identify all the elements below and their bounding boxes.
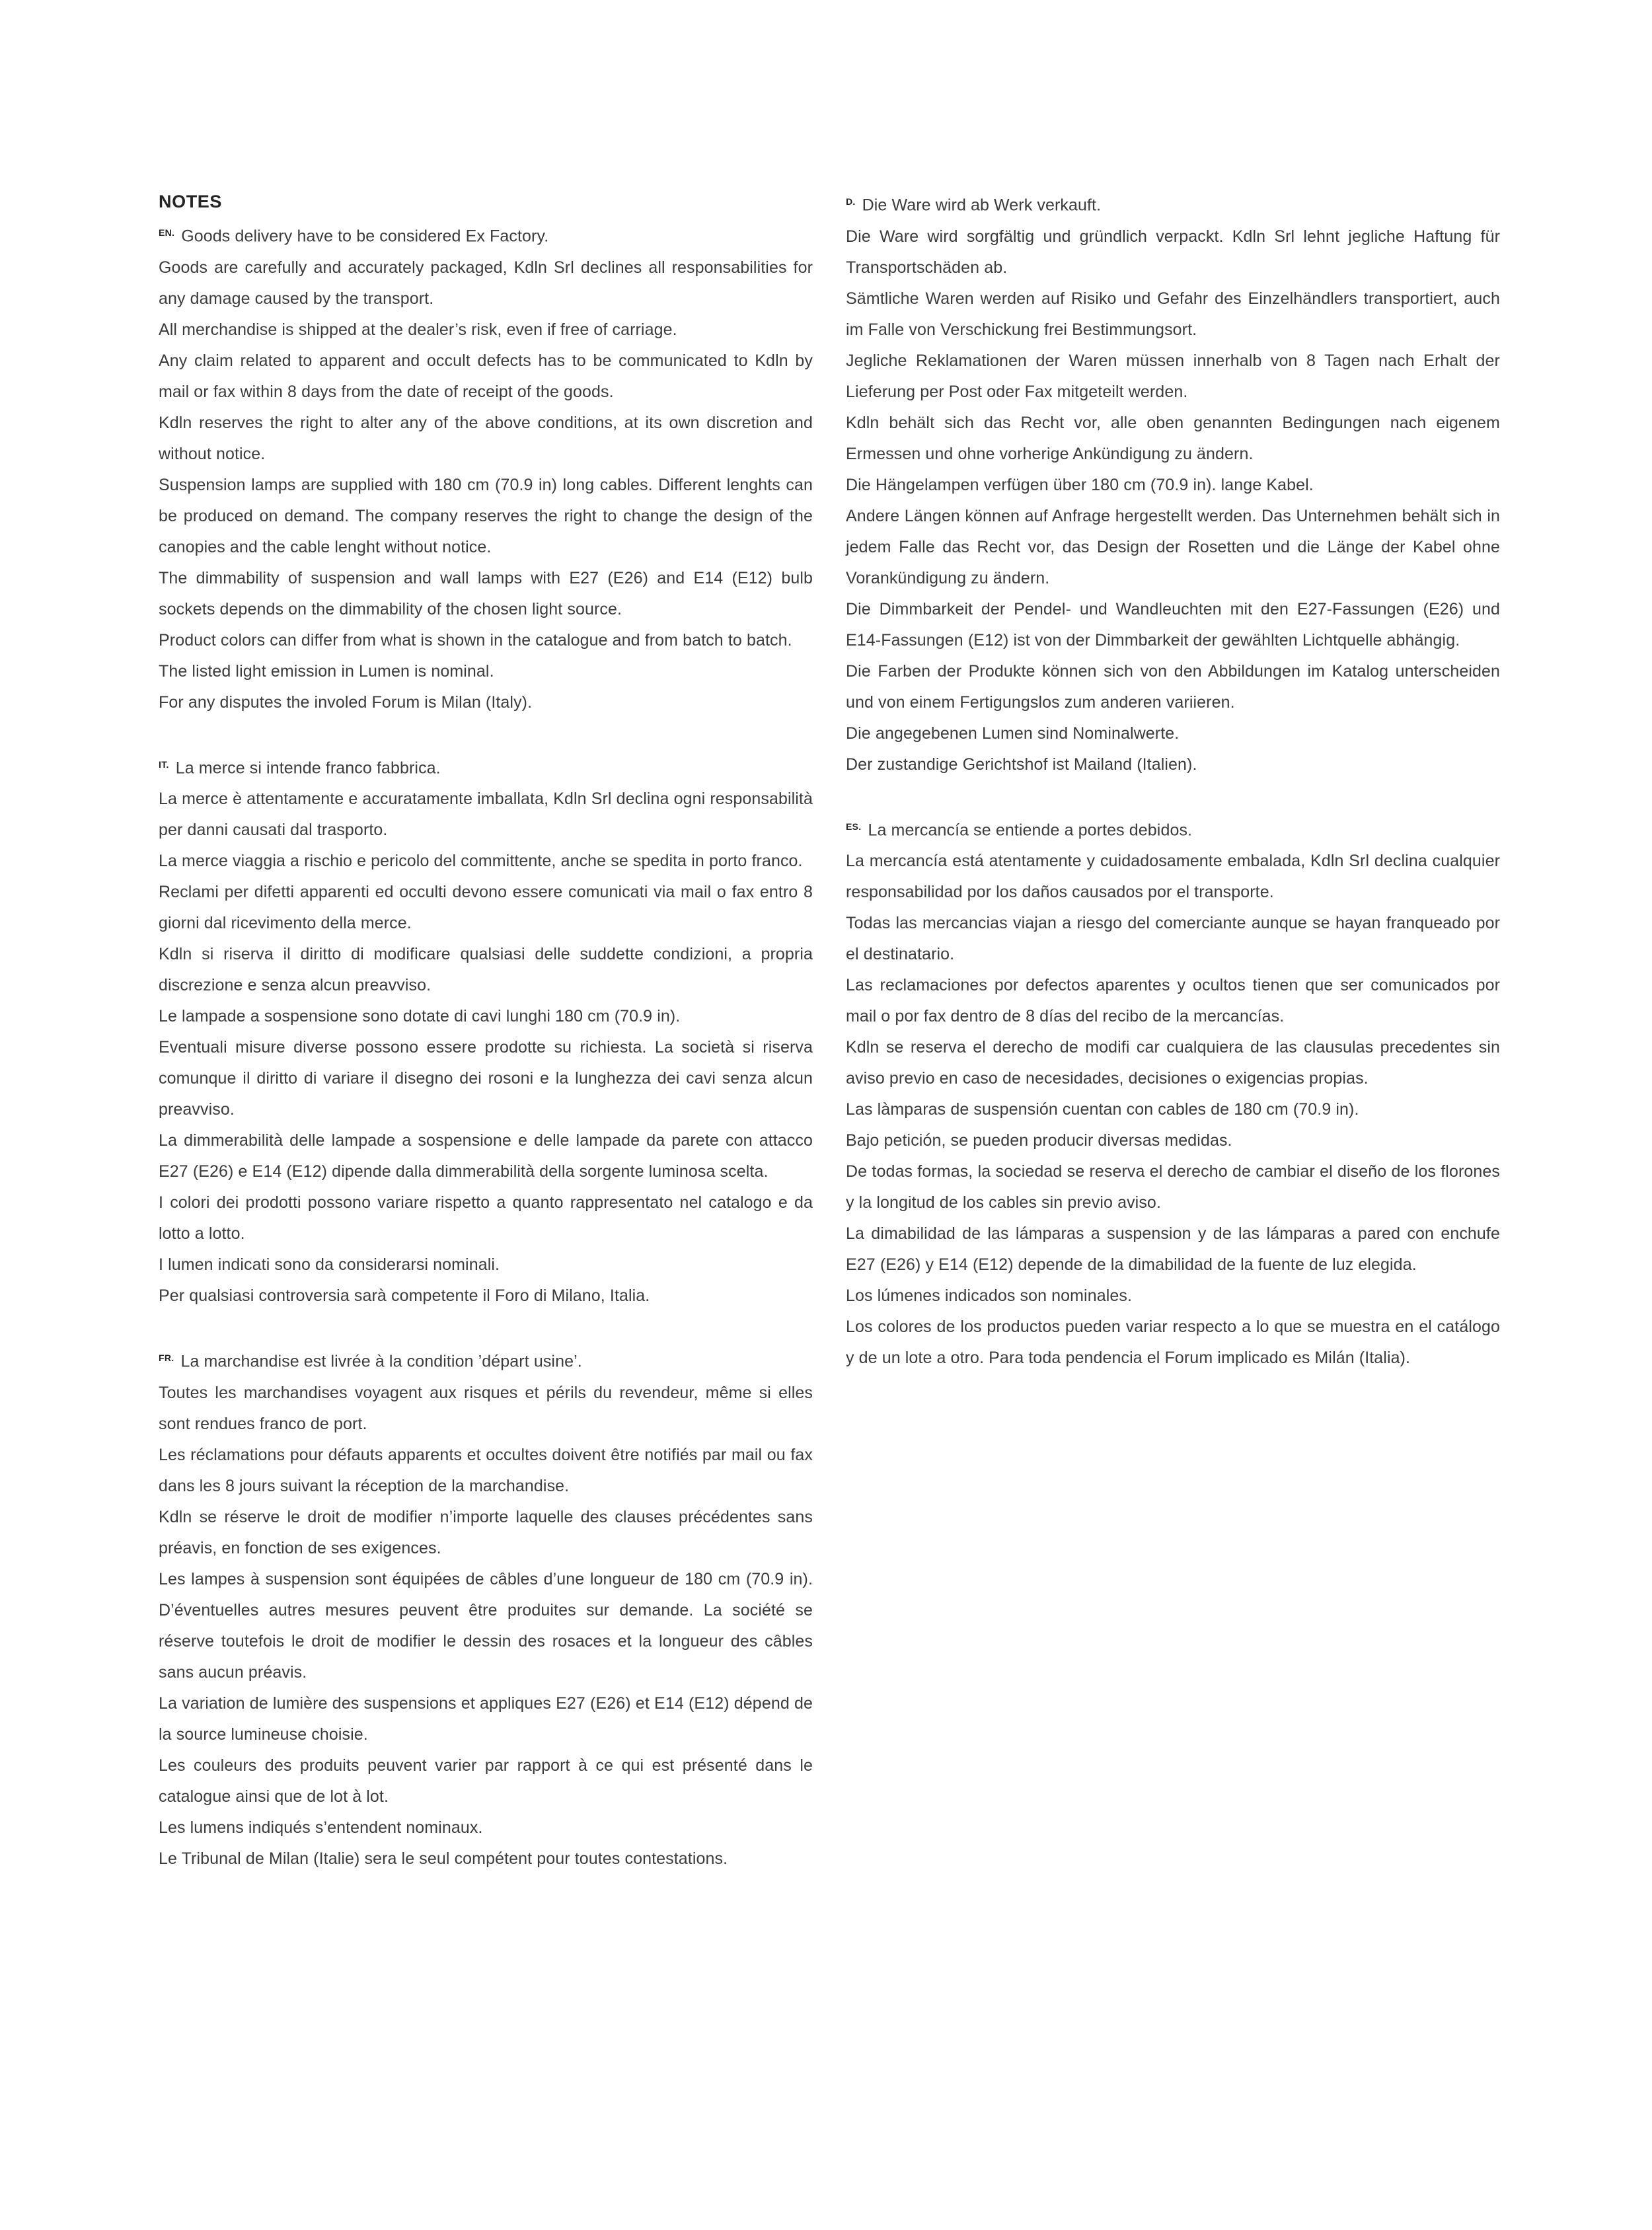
paragraph: Las làmparas de suspensión cuentan con cables de 180 cm (70.9 in). bbox=[846, 1100, 1359, 1119]
paragraph: Jegliche Reklamationen der Waren müssen innerhalb von 8 Tagen nach Erhalt der Lieferung per Post oder Fax mitgeteilt werden. bbox=[846, 351, 1500, 401]
section-fr bbox=[159, 1343, 813, 1875]
paragraph: Los colores de los productos pueden variar respecto a lo que se muestra en el catálogo y de un lote a otro. Para toda pendencia el Forum implicado es Milán (Italia). bbox=[846, 1318, 1500, 1368]
paragraph-text: La merce si intende franco fabbrica. bbox=[175, 759, 441, 778]
paragraph: La mercancía está atentamente y cuidadosamente embalada, Kdln Srl declina cualquier responsabilidad por los daños causados por el transporte. bbox=[846, 852, 1500, 902]
paragraph: Kdln se réserve le droit de modifier n’importe laquelle des clauses précédentes sans préavis, en fonction de ses exigences. bbox=[159, 1508, 813, 1558]
paragraph: Eventuali misure diverse possono essere prodotte su richiesta. La società si riserva comunque il diritto di variare il disegno dei rosoni e la lunghezza dei cavi senza alcun preavviso. bbox=[159, 1038, 813, 1119]
paragraph: Les couleurs des produits peuvent varier par rapport à ce qui est présenté dans le catalogue ainsi que de lot à lot. bbox=[159, 1756, 813, 1806]
paragraph bbox=[846, 186, 1500, 221]
paragraph: Les lumens indiqués s’entendent nominaux. bbox=[159, 1818, 483, 1838]
paragraph: Goods are carefully and accurately packaged, Kdln Srl declines all responsabilities for any damage caused by the transport. bbox=[159, 258, 813, 308]
paragraph: Die Ware wird sorgfältig und gründlich verpackt. Kdln Srl lehnt jegliche Haftung für Transportschäden ab. bbox=[846, 227, 1500, 277]
paragraph: Le lampade a sospensione sono dotate di cavi lunghi 180 cm (70.9 in). bbox=[159, 1007, 681, 1026]
paragraph bbox=[159, 1343, 813, 1378]
paragraph: Product colors can differ from what is shown in the catalogue and from batch to batch. bbox=[159, 630, 792, 650]
paragraph: The listed light emission in Lumen is nominal. bbox=[159, 661, 494, 681]
paragraph: La variation de lumière des suspensions et appliques E27 (E26) et E14 (E12) dépend de la source lumineuse choisie. bbox=[159, 1694, 813, 1744]
page-title: NOTES bbox=[159, 192, 223, 211]
paragraph: Las reclamaciones por defectos aparentes y ocultos tienen que ser comunicados por mail o por fax dentro de 8 días del recibo de la mercancías. bbox=[846, 976, 1500, 1026]
paragraph: Andere Längen können auf Anfrage hergestellt werden. Das Unternehmen behält sich in jedem Falle das Recht vor, das Design der Rosetten und die Länge der Kabel ohne Vorankündigung zu ändern. bbox=[846, 506, 1500, 587]
paragraph: All merchandise is shipped at the dealer’s risk, even if free of carriage. bbox=[159, 320, 677, 339]
language-label: D. bbox=[846, 196, 856, 207]
paragraph: Der zustandige Gerichtshof ist Mailand (Italien). bbox=[846, 755, 1197, 774]
paragraph: Reclami per difetti apparenti ed occulti devono essere comunicati via mail o fax entro 8 giorni dal ricevimento della merce. bbox=[159, 883, 813, 933]
paragraph: Die angegebenen Lumen sind Nominalwerte. bbox=[846, 724, 1180, 743]
paragraph: Sämtliche Waren werden auf Risiko und Gefahr des Einzelhändlers transportiert, auch im Falle von Verschickung frei Bestimmungsort. bbox=[846, 289, 1500, 339]
paragraph: La merce è attentamente e accuratamente imballata, Kdln Srl declina ogni responsabilità per danni causati dal trasporto. bbox=[159, 790, 813, 840]
paragraph: Any claim related to apparent and occult defects has to be communicated to Kdln by mail or fax within 8 days from the date of receipt of the goods. bbox=[159, 351, 813, 401]
paragraph-text: Die Ware wird ab Werk verkauft. bbox=[862, 196, 1102, 215]
paragraph-text: Goods delivery have to be considered Ex Factory. bbox=[181, 227, 549, 246]
two-column-layout bbox=[159, 186, 1500, 1875]
paragraph-text: La mercancía se entiende a portes debidos. bbox=[868, 821, 1193, 840]
paragraph: Die Farben der Produkte können sich von den Abbildungen im Katalog unterscheiden und von einem Fertigungslos zum anderen variieren. bbox=[846, 661, 1500, 712]
paragraph: Los lúmenes indicados son nominales. bbox=[846, 1286, 1133, 1306]
paragraph: Todas las mercancias viajan a riesgo del comerciante aunque se hayan franqueado por el destinatario. bbox=[846, 914, 1500, 964]
paragraph: Per qualsiasi controversia sarà competente il Foro di Milano, Italia. bbox=[159, 1286, 650, 1306]
section-it bbox=[159, 749, 813, 1312]
paragraph: Kdln si riserva il diritto di modificare qualsiasi delle suddette condizioni, a propria discrezione e senza alcun preavviso. bbox=[159, 945, 813, 995]
paragraph: Toutes les marchandises voyagent aux risques et périls du revendeur, même si elles sont rendues franco de port. bbox=[159, 1384, 813, 1434]
paragraph: Le Tribunal de Milan (Italie) sera le seul compétent pour toutes contestations. bbox=[159, 1849, 728, 1869]
paragraph: La dimmerabilità delle lampade a sospensione e delle lampade da parete con attacco E27 (E26) e E14 (E12) dipende dalla dimmerabilità della sorgente luminosa scelta. bbox=[159, 1131, 813, 1181]
paragraph-text: La marchandise est livrée à la condition ’départ usine’. bbox=[180, 1353, 582, 1372]
section-de bbox=[846, 186, 1500, 780]
paragraph: For any disputes the involed Forum is Milan (Italy). bbox=[159, 692, 533, 712]
paragraph: Les réclamations pour défauts apparents et occultes doivent être notifiés par mail ou fax dans les 8 jours suivant la réception de la marchandise. bbox=[159, 1446, 813, 1496]
paragraph: I lumen indicati sono da considerarsi nominali. bbox=[159, 1255, 500, 1275]
section-es bbox=[846, 811, 1500, 1374]
section-en bbox=[159, 217, 813, 718]
left-column bbox=[159, 186, 813, 1875]
paragraph: De todas formas, la sociedad se reserva el derecho de cambiar el diseño de los florones y la longitud de los cables sin previo aviso. bbox=[846, 1162, 1500, 1212]
paragraph bbox=[846, 811, 1500, 846]
paragraph: Kdln se reserva el derecho de modifi car cualquiera de las clausulas precedentes sin aviso previo en caso de necesidades, decisiones o exigencias propias. bbox=[846, 1038, 1500, 1088]
paragraph: Suspension lamps are supplied with 180 cm (70.9 in) long cables. Different lenghts can be produced on demand. The company reserves the right to change the design of the canopies and the cable lenght without notice. bbox=[159, 475, 813, 556]
paragraph: The dimmability of suspension and wall lamps with E27 (E26) and E14 (E12) bulb sockets depends on the dimmability of the chosen light source. bbox=[159, 568, 813, 618]
language-label: FR. bbox=[159, 1353, 174, 1364]
paragraph: Kdln behält sich das Recht vor, alle oben genannten Bedingungen nach eigenem Ermessen und ohne vorherige Ankündigung zu ändern. bbox=[846, 413, 1500, 463]
right-column bbox=[846, 186, 1500, 1875]
paragraph: Kdln reserves the right to alter any of the above conditions, at its own discretion and without notice. bbox=[159, 413, 813, 463]
paragraph: I colori dei prodotti possono variare rispetto a quanto rappresentato nel catalogo e da lotto a lotto. bbox=[159, 1193, 813, 1244]
language-label: IT. bbox=[159, 759, 169, 770]
paragraph bbox=[159, 217, 813, 252]
paragraph: La dimabilidad de las lámparas a suspension y de las lámparas a pared con enchufe E27 (E26) y E14 (E12) depende de la dimabilidad de la fuente de luz elegida. bbox=[846, 1224, 1500, 1275]
paragraph: La merce viaggia a rischio e pericolo del committente, anche se spedita in porto franco. bbox=[159, 852, 803, 871]
language-label: ES. bbox=[846, 821, 862, 832]
paragraph bbox=[159, 749, 813, 784]
paragraph: Die Hängelampen verfügen über 180 cm (70.9 in). lange Kabel. bbox=[846, 475, 1314, 494]
language-label: EN. bbox=[159, 227, 175, 238]
paragraph: Les lampes à suspension sont équipées de câbles d’une longueur de 180 cm (70.9 in). D’éventuelles autres mesures peuvent être produites sur demande. La société se réserve toutefois le droit de modifier le dessin des rosaces et la longueur des câbles sans aucun préavis. bbox=[159, 1570, 813, 1682]
paragraph: Bajo petición, se pueden producir diversas medidas. bbox=[846, 1131, 1232, 1150]
paragraph: Die Dimmbarkeit der Pendel- und Wandleuchten mit den E27-Fassungen (E26) und E14-Fassungen (E12) ist von der Dimmbarkeit der gewählten Lichtquelle abhängig. bbox=[846, 599, 1500, 650]
